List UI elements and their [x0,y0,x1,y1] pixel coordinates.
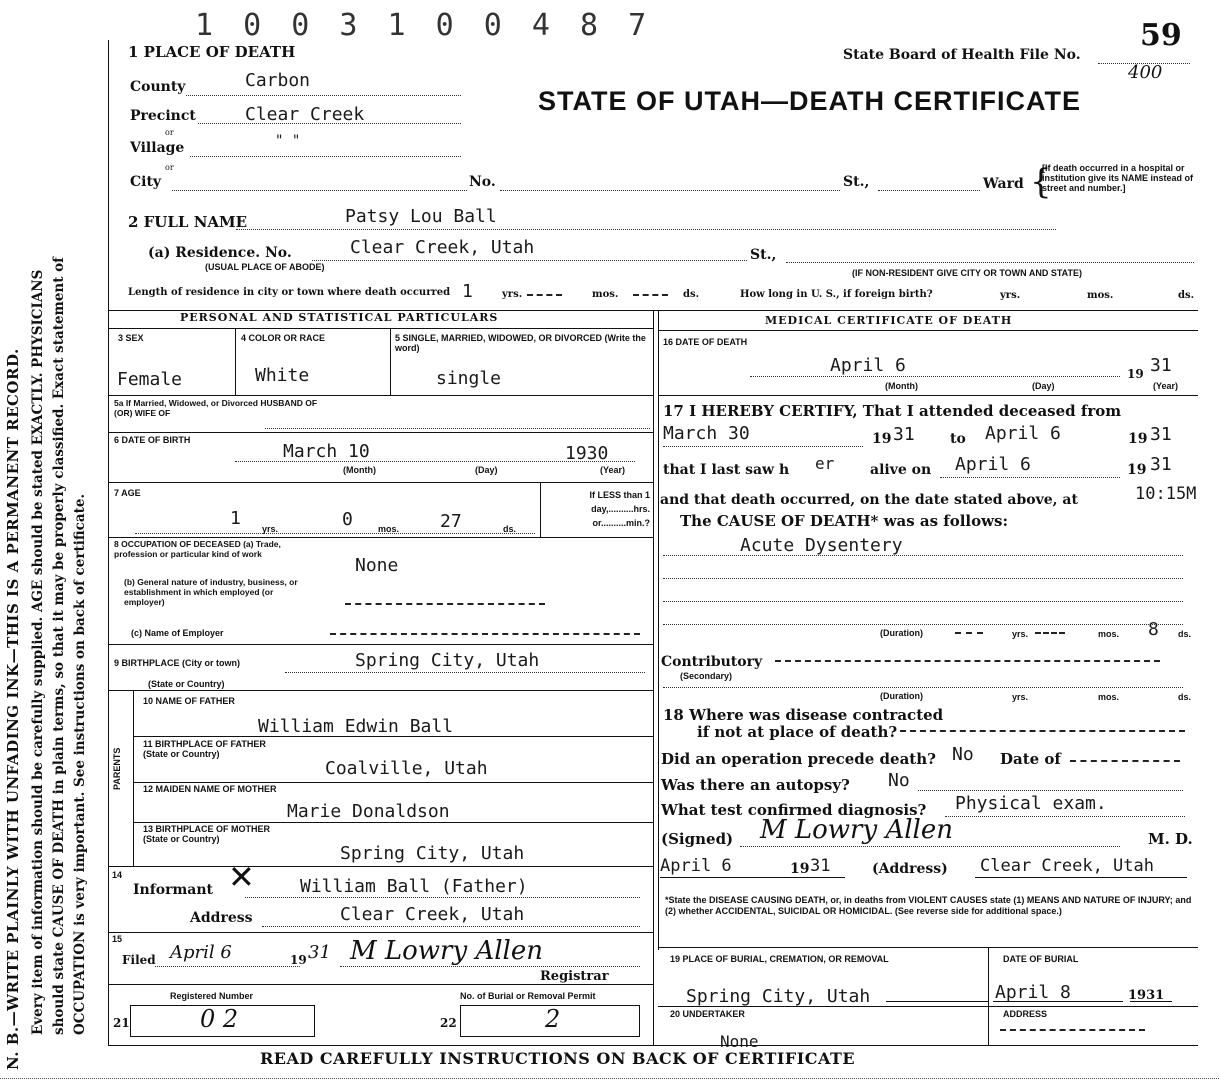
occupation-label: 8 OCCUPATION OF DECEASED (a) Trade, profession or particular kind of work [114,539,281,559]
dob-day-caption: (Day) [475,465,498,475]
employer-label: (c) Name of Employer [131,628,224,638]
to-label: to [950,431,966,447]
ward-label: Ward [983,176,1024,192]
burial-place-label: 19 PLACE OF BURIAL, CREMATION, OR REMOVAL [670,954,889,964]
dob-month-caption: (Month) [343,465,376,475]
physician-signature: M Lowry Allen [760,815,953,845]
father-value: William Edwin Ball [258,716,454,737]
dob-year: 1930 [565,443,609,464]
father-label: 10 NAME OF FATHER [143,696,235,706]
alive-on-year: 31 [1150,454,1172,475]
alive-on-label: alive on [870,462,932,478]
us-mos-label: mos. [1087,290,1114,301]
time-of-death: 10:15M [1135,484,1197,504]
age-mos-caption: mos. [378,524,400,534]
sex-label: 3 SEX [118,333,144,343]
mother-birthplace-label: 13 BIRTHPLACE OF MOTHER (State or Country) [143,824,271,844]
attended-from-date: March 30 [663,423,750,444]
margin-line-4: OCCUPATION is very important. See instructions on back of certificate. [72,493,88,1035]
age-days: 27 [440,511,462,532]
duration-yrs-2: yrs. [1012,692,1029,702]
or-label-1: or [165,128,174,137]
informant-value: William Ball (Father) [300,876,528,897]
margin-instructions [0,0,110,1092]
burial-permit-value: 2 [545,1005,561,1033]
duration-mos-2: mos. [1098,692,1120,702]
filed-year: 31 [308,942,331,963]
duration-yrs-1: yrs. [1012,629,1029,639]
registrar-signature: M Lowry Allen [350,936,543,966]
file-no-label: State Board of Health File No. [843,47,1081,63]
certify-statement: 17 I HEREBY CERTIFY, That I attended deceased from [663,402,1122,420]
father-birthplace-label: 11 BIRTHPLACE OF FATHER (State or Country) [143,739,266,759]
informant-address-value: Clear Creek, Utah [340,904,525,925]
date-of-death-value: April 6 [830,355,906,376]
left-border [108,40,109,1045]
personal-heading: PERSONAL AND STATISTICAL PARTICULARS [180,311,499,324]
informant-address-label: Address [190,910,253,926]
birthplace-state-caption: (State or Country) [148,679,225,689]
length-of-residence-value: 1 [462,281,473,302]
registered-number-label: Registered Number [170,991,254,1001]
birthplace-value: Spring City, Utah [355,650,540,671]
dod-day-caption: (Day) [1032,381,1055,391]
occupation-business-label: (b) General nature of industry, business, or establishment in which employed (or employer) [124,577,298,607]
age-ds-caption: ds. [503,524,517,534]
filed-year-prefix: 19 [290,953,307,967]
dod-year-caption: (Year) [1153,381,1179,391]
county-value: Carbon [245,70,311,91]
residence-label: (a) Residence. No. [148,245,292,261]
burial-place-value: Spring City, Utah [686,986,871,1007]
diagnosis-test-answer: Physical exam. [955,793,1107,814]
cause-of-death-label: The CAUSE OF DEATH* was as follows: [680,512,1009,530]
date-of-death-year-prefix: 19 [1127,367,1144,381]
mother-label: 12 MAIDEN NAME OF MOTHER [143,784,277,794]
mother-birthplace-value: Spring City, Utah [340,843,525,864]
alive-on-date: April 6 [955,454,1031,475]
undertaker-label: 20 UNDERTAKER [670,1009,745,1019]
city-label: City [130,174,162,190]
filed-label: Filed [122,953,156,967]
dod-month-caption: (Month) [885,381,918,391]
cause-footnote: *State the DISEASE CAUSING DEATH, or, in deaths from VIOLENT CAUSES state (1) MEANS AND NATURE OF INJURY; and (2) whether ACCIDENTAL, SUICIDAL OR HOMICIDAL. (See reverse side for additional space.) [665,895,1192,916]
registered-number-value: 0 2 [200,1005,239,1033]
to-year-prefix: 19 [1128,431,1148,447]
mother-value: Marie Donaldson [287,801,450,822]
father-birthplace-value: Coalville, Utah [325,758,488,779]
margin-line-2: Every item of information should be carefully supplied. AGE should be stated EXACTLY. PHYSICIANS [30,269,46,1035]
autopsy-answer: No [888,770,910,791]
nonresident-note: (IF NON-RESIDENT GIVE CITY OR TOWN AND STATE) [852,268,1083,278]
occupation-value: None [355,555,399,576]
us-ds-label: ds. [1178,290,1195,301]
physician-address-label: (Address) [872,861,948,877]
attended-to-year: 31 [1150,424,1172,445]
medical-heading: MEDICAL CERTIFICATE OF DEATH [765,314,1013,327]
no-label: No. [469,174,496,190]
foreign-birth-label: How long in U. S., if foreign birth? [740,289,933,300]
length-of-residence-label: Length of residence in city or town where death occurred [128,287,451,298]
spouse-label: 5a If Married, Widowed, or Divorced HUSBAND OF (OR) WIFE OF [114,398,318,418]
certificate-title: STATE OF UTAH—DEATH CERTIFICATE [538,86,1081,116]
attended-to-date: April 6 [985,423,1061,444]
cause-of-death-value: Acute Dysentery [740,535,903,556]
informant-label: Informant [133,882,213,898]
residence-st-label: St., [750,247,777,263]
date-of-death-label: 16 DATE OF DEATH [663,337,748,347]
residence-value: Clear Creek, Utah [350,237,535,258]
or-label-2: or [165,163,174,172]
filed-date: April 6 [170,942,232,963]
marital-label: 5 SINGLE, MARRIED, WIDOWED, OR DIVORCED (Write the word) [395,333,646,353]
secondary-caption: (Secondary) [680,671,733,681]
st-label: St., [843,174,870,190]
informant-x-mark: ✕ [228,858,255,896]
bottom-border [108,1045,1198,1046]
undertaker-address-label: ADDRESS [1003,1009,1048,1019]
ds-label: ds. [683,289,700,300]
mos-label: mos. [592,289,619,300]
signed-year: 31 [810,856,831,876]
duration-ds-2: ds. [1178,692,1192,702]
attended-from-year: 31 [893,424,915,445]
age-label: 7 AGE [114,488,141,498]
duration-days-value: 8 [1148,619,1159,640]
color-label: 4 COLOR OR RACE [241,333,326,343]
death-occurred-label: and that death occurred, on the date stated above, at [660,492,1078,508]
dob-label: 6 DATE OF BIRTH [114,435,191,445]
burial-date-label: DATE OF BURIAL [1003,954,1079,964]
yrs-label: yrs. [502,289,523,300]
file-no-number: 59 [1140,18,1182,53]
last-saw-label: that I last saw h [663,462,790,478]
signed-date: April 6 [660,856,732,876]
last-saw-handwritten: er [815,454,835,473]
burial-year: 1931 [1128,988,1165,1003]
item-15-number: 15 [112,934,123,944]
village-value: " " [275,133,301,149]
contributory-label: Contributory [661,654,763,670]
md-label: M. D. [1148,830,1193,848]
margin-line-3: should state CAUSE OF DEATH in plain terms, so that it may be properly classified. Exact statement of [51,257,67,1035]
usual-place-note: (USUAL PLACE OF ABODE) [205,262,325,272]
date-of-death-year: 31 [1150,355,1172,376]
duration-ds-1: ds. [1178,629,1192,639]
serial-number: 1 0 0 3 1 0 0 4 8 7 [195,8,653,43]
burial-permit-label: No. of Burial or Removal Permit [460,991,596,1001]
item-14-number: 14 [112,870,123,880]
county-label: County [130,79,186,95]
item-21-number: 21 [113,1016,130,1030]
footer-instructions: READ CAREFULLY INSTRUCTIONS ON BACK OF CERTIFICATE [260,1049,856,1068]
birthplace-label: 9 BIRTHPLACE (City or town) [114,658,240,668]
operation-label: Did an operation precede death? [661,750,936,768]
age-months: 0 [342,509,353,530]
sex-value: Female [117,369,183,390]
item-22-number: 22 [440,1016,457,1030]
full-name-label: 2 FULL NAME [128,213,248,231]
precinct-label: Precinct [130,108,196,124]
duration-mos-1: mos. [1098,629,1120,639]
village-label: Village [130,140,185,156]
where-contracted-label: 18 Where was disease contracted [663,706,944,724]
marital-value: single [436,368,502,389]
age-yrs-caption: yrs. [262,524,279,534]
physician-address-value: Clear Creek, Utah [980,856,1154,876]
parents-label: PARENTS [112,747,122,790]
operation-answer: No [952,744,974,765]
signed-label: (Signed) [661,830,734,848]
registrar-label: Registrar [540,969,609,984]
duration-label-2: (Duration) [880,691,923,701]
file-no-handwritten: 400 [1128,62,1163,83]
autopsy-label: Was there an autopsy? [661,776,850,794]
full-name-value: Patsy Lou Ball [345,206,497,227]
operation-date-label: Date of [1000,750,1061,768]
diagnosis-test-label: What test confirmed diagnosis? [661,801,927,819]
undertaker-value: None [720,1032,759,1051]
place-of-death-heading: 1 PLACE OF DEATH [128,43,296,61]
less-than-day-label: If LESS than 1 day,..........hrs. or..........min.? [589,490,650,528]
not-at-place-label: if not at place of death? [697,723,898,741]
age-years: 1 [230,508,241,529]
from-year-prefix: 19 [872,431,892,447]
us-yrs-label: yrs. [1000,290,1021,301]
alive-year-prefix: 19 [1127,462,1147,478]
signed-year-prefix: 19 [790,861,810,877]
precinct-value: Clear Creek [245,104,365,125]
margin-line-1: N. B.—WRITE PLAINLY WITH UNFADING INK—THIS IS A PERMANENT RECORD. [4,348,22,1070]
hospital-note: [If death occurred in a hospital or institution give its NAME instead of street and number.] [1042,163,1194,193]
duration-label-1: (Duration) [880,628,923,638]
color-value: White [255,365,310,386]
burial-date-value: April 8 [995,982,1071,1003]
dob-year-caption: (Year) [600,465,626,475]
dob-month-day: March 10 [283,441,370,462]
